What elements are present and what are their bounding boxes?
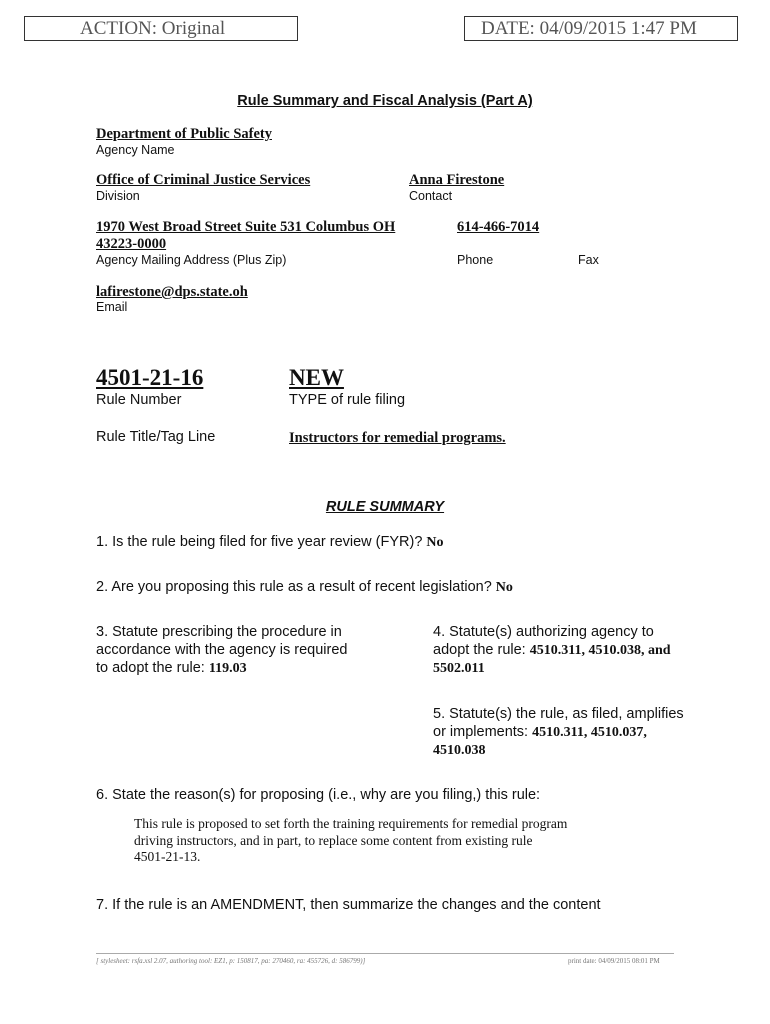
question-3-line1: 3. Statute prescribing the procedure in <box>96 624 342 640</box>
question-2-answer: No <box>495 580 513 595</box>
question-4 <box>433 623 671 678</box>
question-1-text: 1. Is the rule being filed for five year review (FYR)? <box>96 534 423 550</box>
address-line2: 43223-0000 <box>96 236 167 252</box>
action-label: ACTION: Original <box>80 18 226 39</box>
address-label: Agency Mailing Address (Plus Zip) <box>96 253 287 267</box>
division-name: Office of Criminal Justice Services <box>96 172 311 188</box>
question-2 <box>96 578 513 597</box>
question-3-line3: to adopt the rule: <box>96 660 205 676</box>
rule-summary-heading: RULE SUMMARY <box>325 499 445 515</box>
rule-title: Instructors for remedial programs. <box>289 430 506 446</box>
date-label: DATE: 04/09/2015 1:47 PM <box>481 18 697 39</box>
question-4-answer2: 5502.011 <box>433 661 485 676</box>
question-4-line2: adopt the rule: <box>433 642 526 658</box>
question-6-answer-line3: 4501-21-13. <box>134 849 201 864</box>
footer-print-date: print date: 04/09/2015 08:01 PM <box>568 957 660 965</box>
footer-stylesheet-info: [ stylesheet: rsfa.xsl 2.07, authoring tool: EZ1, p: 150817, pa: 270460, ra: 455726, d: 586799)] <box>96 957 366 965</box>
page-title: Rule Summary and Fiscal Analysis (Part A) <box>237 93 533 109</box>
footer-divider <box>96 953 674 954</box>
date-box <box>464 16 738 41</box>
question-2-text: 2. Are you proposing this rule as a result of recent legislation? <box>96 579 492 595</box>
question-6-answer-line2: driving instructors, and in part, to replace some content from existing rule <box>134 832 533 848</box>
address-line1: 1970 West Broad Street Suite 531 Columbus OH <box>96 219 396 235</box>
question-5-answer1: 4510.311, 4510.037, <box>532 725 647 740</box>
action-box <box>24 16 298 41</box>
question-3-answer: 119.03 <box>208 661 247 676</box>
fax-label: Fax <box>578 253 599 267</box>
email-label: Email <box>96 300 128 314</box>
question-4-answer1: 4510.311, 4510.038, and <box>529 643 671 658</box>
question-4-line1: 4. Statute(s) authorizing agency to <box>433 624 654 640</box>
question-5-line2: or implements: <box>433 724 529 740</box>
division-label: Division <box>96 189 140 203</box>
rule-title-label: Rule Title/Tag Line <box>96 429 216 445</box>
email-value: lafirestone@dps.state.oh <box>96 284 248 300</box>
question-6-text: 6. State the reason(s) for proposing (i.e., why are you filing,) this rule: <box>96 787 541 803</box>
agency-name-label: Agency Name <box>96 143 175 157</box>
question-1 <box>96 533 444 552</box>
rule-type-label: TYPE of rule filing <box>289 392 406 408</box>
question-1-answer: No <box>426 535 444 550</box>
question-7-text: 7. If the rule is an AMENDMENT, then summarize the changes and the content <box>96 897 601 913</box>
agency-name: Department of Public Safety <box>96 126 272 142</box>
rule-number: 4501-21-16 <box>96 365 204 390</box>
question-5 <box>433 705 684 760</box>
question-5-answer2: 4510.038 <box>433 743 486 758</box>
question-5-line1: 5. Statute(s) the rule, as filed, amplifies <box>433 706 684 722</box>
question-6-answer <box>134 816 567 866</box>
question-3 <box>96 623 347 678</box>
rule-number-label: Rule Number <box>96 392 182 408</box>
question-3-line2: accordance with the agency is required <box>96 642 348 658</box>
contact-name: Anna Firestone <box>409 172 505 188</box>
rule-type: NEW <box>289 365 344 390</box>
phone-value: 614-466-7014 <box>457 219 540 235</box>
question-6-answer-line1: This rule is proposed to set forth the training requirements for remedial program <box>134 816 568 831</box>
phone-label: Phone <box>457 253 494 267</box>
contact-label: Contact <box>409 189 453 203</box>
